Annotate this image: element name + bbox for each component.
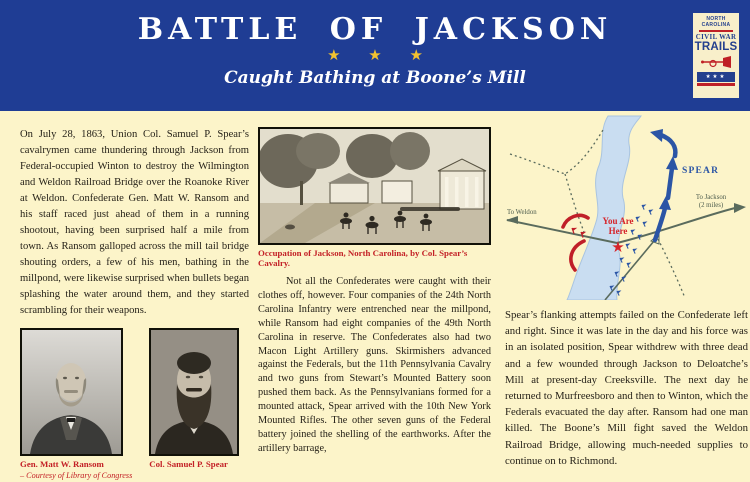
- bugle-icon: [700, 56, 732, 69]
- battle-paragraph: Not all the Confederates were caught with their clothes off, however. Four companies of the 24th North Carolina Infantry were entrenched near the millpond, while Ransom had eight companies of the 49th North Carolina in reserve. The Confederates also had two Macon Light Artillery guns. Skirmishers advanced against the Federals, but the 11th Pennsylvania Cavalry and two guns from Stewart’s Mounted Battery soon pushed them back. As the Pennsylvanians formed for a mounted attack, Spear arrived with the 10th New York Mounted Rifles. The other seven guns of the Federal battery joined the shelling of the earthworks. After the artillery barrage,: [258, 276, 491, 454]
- map-label-to-weldon: To Weldon: [507, 209, 537, 216]
- left-column: [20, 127, 249, 481]
- map-road-dotted-northwest: [510, 130, 603, 174]
- logo-program-line1: CIVIL WAR: [695, 32, 737, 41]
- portrait-ransom: [20, 328, 132, 481]
- battle-map: [505, 112, 748, 300]
- logo-red-stripe: [697, 83, 735, 86]
- ransom-caption: Gen. Matt W. Ransom: [20, 459, 104, 469]
- map-label-to-jackson: To Jackson: [695, 194, 727, 201]
- you-are-here-star-icon: ★: [611, 240, 625, 256]
- logo-program-line2: TRAILS: [694, 41, 738, 53]
- engraving-caption: Occupation of Jackson, North Carolina, by Col. Spear’s Cavalry.: [258, 248, 468, 268]
- portrait-row: [20, 328, 249, 481]
- right-column: [505, 112, 748, 469]
- map-label-you-are-here-line2: Here: [608, 226, 628, 236]
- map-label-spear: SPEAR: [682, 166, 720, 176]
- portrait-spear: [149, 328, 239, 469]
- logo-state-line2: CAROLINA: [701, 21, 731, 28]
- map-road-dotted-southeast: [658, 239, 685, 298]
- center-column: [258, 127, 491, 456]
- page-title: BATTLE OF JACKSON: [137, 12, 613, 47]
- spear-caption: Col. Samuel P. Spear: [149, 459, 228, 469]
- spear-portrait-photo: [149, 328, 239, 456]
- intro-paragraph: On July 28, 1863, Union Col. Samuel P. Spear’s cavalrymen came thundering through Jackson from Federal-occupied Winton to destroy the Wilmington and Weldon Railroad Bridge over the Roanoke River at Weldon. Confederate Gen. Matt W. Ransom and his staff raced just ahead of them in a running shootout, having been surprised half a mile from town. As Ransom galloped across the mill tail bridge shouting orders, a few of his men, bathing in the millpond, were likewise surprised when bullets began splashing the water around them, and they started scrambling for their weapons.: [20, 129, 249, 316]
- conclusion-paragraph: Spear’s flanking attempts failed on the Confederate left and right. Since it was late in the day and his force was in an isolated position, Spear withdrew with three dead and a few wounded through Jackson to Deloatche’s Mill at present-day Creeksville. The next day he returned to Murfreesboro and then to Winton, which the Federals evacuated the day after. Ransom had one man killed. The Boone’s Mill fight saved the Weldon Railroad Bridge, allowing much-needed supplies to continue on to Richmond.: [505, 309, 748, 467]
- occupation-engraving-photo: [258, 127, 491, 245]
- logo-state-line1: NORTH: [706, 16, 726, 22]
- map-road-arrow-west: [506, 216, 518, 224]
- map-road-arrow-east: [734, 203, 746, 213]
- map-label-you-are-here-line1: You Are: [602, 216, 634, 226]
- page-subtitle: Caught Bathing at Boone’s Mill: [224, 68, 526, 88]
- ransom-portrait-photo: [20, 328, 123, 456]
- nc-civil-war-trails-logo: [693, 13, 739, 98]
- ransom-credit: – Courtesy of Library of Congress: [20, 471, 133, 480]
- logo-stars: ★★★: [697, 72, 735, 82]
- map-road-dotted-center: [565, 174, 584, 232]
- map-label-to-jackson-distance: (2 miles): [698, 202, 724, 209]
- header-stars-decoration: ★ ★ ★: [327, 48, 423, 64]
- map-spear-arrows: [655, 135, 675, 240]
- map-millpond: [567, 116, 641, 300]
- header-band: [0, 0, 750, 111]
